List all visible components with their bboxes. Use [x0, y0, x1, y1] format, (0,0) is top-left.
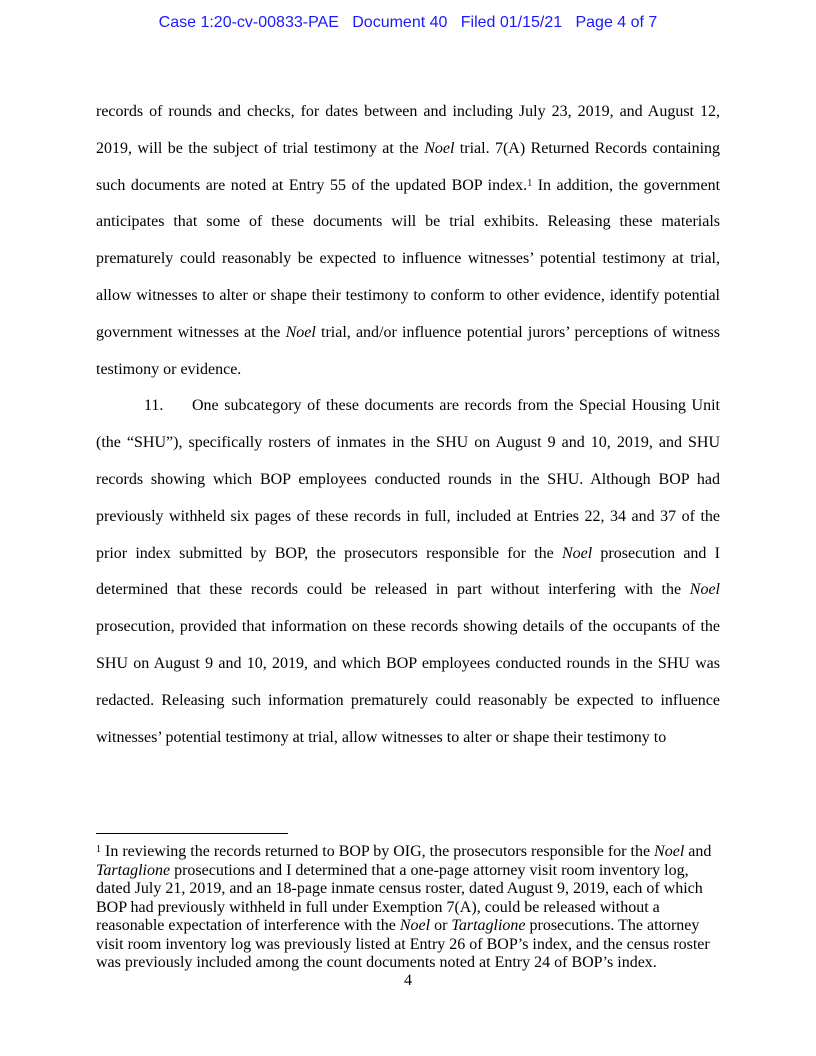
- text-run: prosecutions. The attorney visit room inventory log was previously listed at Entry 26 of BOP’s index, and the census roster was previously included among the count documents noted at Entry 24 of BOP’s index.: [96, 917, 710, 971]
- text-run: and: [684, 843, 712, 860]
- text-run: prosecution and I determined that these records could be released in part without interfering with the: [96, 544, 721, 599]
- footnote-marker: 1: [96, 844, 101, 855]
- text-run: prosecution, provided that information on these records showing details of the occupants of the SHU on August 9 and 10, 2019, and which BOP employees conducted rounds in the SHU was redacted. Releasing such information prematurely could reasonably be expected to influence witnesses’ potential testimony at trial, allow witnesses to alter or shape their testimony to: [96, 618, 720, 746]
- text-run: In reviewing the records returned to BOP by OIG, the prosecutors responsible for the: [101, 843, 655, 860]
- paragraph-11: [96, 388, 720, 756]
- page-number: 4: [404, 972, 412, 989]
- case-name-italic: Noel: [285, 323, 316, 341]
- case-name-italic: Noel: [399, 917, 431, 934]
- text-run: records of rounds and checks, for dates between and including July 23, 2019, and August 12, 2019, will be the subject of trial testimony at the: [96, 103, 720, 157]
- case-name-italic: Noel: [424, 139, 455, 157]
- footnote-1: [96, 843, 720, 973]
- text-run: In addition, the government anticipates that some of these documents will be trial exhibits. Releasing these materials prematurely could reasonably be expected to influence witnesses’ potential testimony at trial, allow witnesses to alter or shape their testimony to conform to other evidence, identify potential government witnesses at the: [96, 176, 721, 341]
- case-name-italic: Tartaglione: [96, 861, 171, 879]
- case-name-italic: Noel: [689, 581, 720, 599]
- text-run: or: [430, 917, 452, 934]
- case-header: Case 1:20-cv-00833-PAE Document 40 Filed 01/15/21 Page 4 of 7: [158, 14, 658, 31]
- text-run: prosecutions and I determined that a one-page attorney visit room inventory log, dated July 21, 2019, and an 18-page inmate census roster, dated August 9, 2019, each of which BOP had previously withheld in full under Exemption 7(A), could be released without a reasonable expectation of interference with the: [96, 861, 703, 934]
- continued-paragraph: [96, 94, 720, 388]
- text-run: trial, and/or influence potential jurors’ perceptions of witness testimony or evidence.: [96, 323, 720, 378]
- case-name-italic: Noel: [654, 843, 685, 860]
- text-run: trial. 7(A) Returned Records containing such documents are noted at Entry 55 of the updated BOP index.: [96, 139, 721, 194]
- body-text: [96, 94, 720, 756]
- case-name-italic: Noel: [561, 544, 593, 562]
- text-run: One subcategory of these documents are records from the Special Housing Unit (the “SHU”), specifically rosters of inmates in the SHU on August 9 and 10, 2019, and SHU records showing which BOP employees conducted rounds in the SHU. Although BOP had previously withheld six pages of these records in full, included at Entries 22, 34 and 37 of the prior index submitted by BOP, the prosecutors responsible for the: [96, 397, 720, 562]
- paragraph-number: 11.: [144, 397, 164, 415]
- case-name-italic: Tartaglione: [451, 917, 526, 934]
- footnote-reference: 1: [527, 177, 533, 189]
- footnote-divider: [96, 833, 288, 834]
